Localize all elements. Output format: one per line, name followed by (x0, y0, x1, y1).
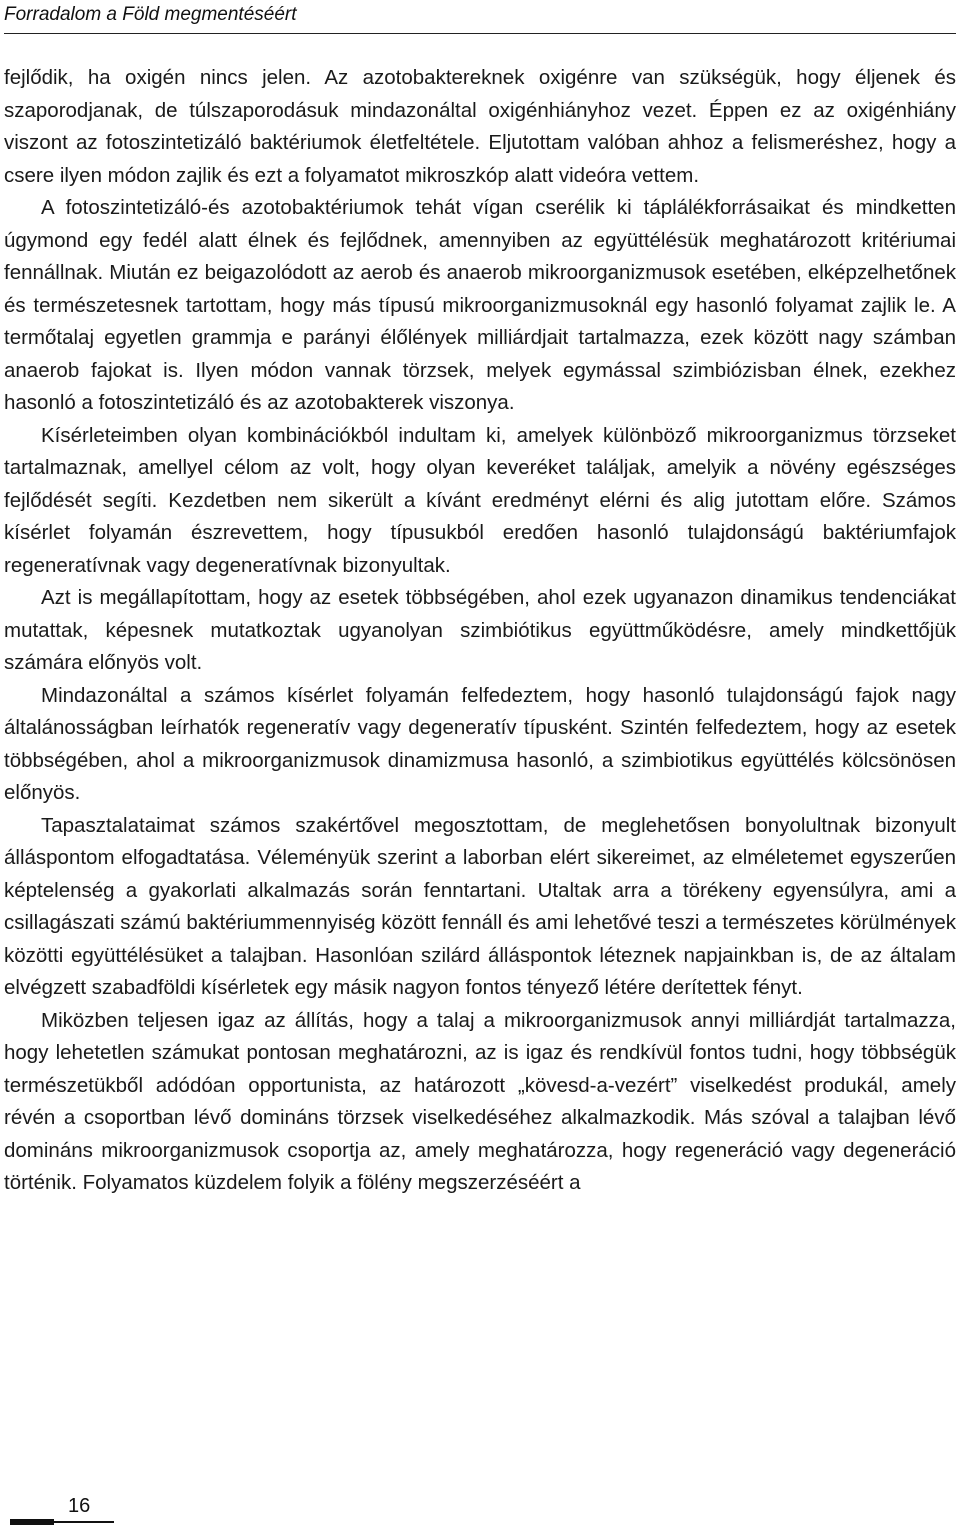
footer-bar (10, 1519, 54, 1525)
paragraph-6: Tapasztalataimat számos szakértővel megosztottam, de meglehetősen bonyolultnak bizonyult álláspontom elfogadtatása. Véleményük szerint a laborban elért sikereimet, az elméletemet egyszerűen képtelenség a gyakorlati alkalmazás során fenntartani. Utaltak arra a törékeny egyensúlyra, ami a csillagászati számú baktériummennyiség között fennáll és ami lehetővé teszi a természetes körülmények közötti együttélésüket a talajban. Hasonlóan szilárd álláspontok léteznek napjainkban is, de az általam elvégzett szabadföldi kísérletek egy másik nagyon fontos tényező létére derítettek fényt. (4, 813, 956, 999)
page-number: 16 (68, 1495, 91, 1517)
running-header (4, 0, 956, 34)
paragraph-7: Miközben teljesen igaz az állítás, hogy a talaj a mikroorganizmusok annyi milliárdját tartalmazza, hogy lehetetlen számukat pontosan meghatározni, az is igaz és rendkívül fontos tudni, hogy többségük természetükből adódóan opportunista, az határozott „kövesd-a-vezért” viselkedést produkál, amely révén a csoportban lévő domináns törzsek viselkedéséhez alkalmazkodik. Más szóval a talajban lévő domináns mikroorganizmusok csoportja az, amely meghatározza, hogy regeneráció vagy degeneráció történik. Folyamatos küzdelem folyik a fölény megszerzéséért a (4, 1008, 956, 1194)
footer-rule (54, 1521, 114, 1523)
paragraph-2: A fotoszintetizáló-és azotobaktériumok tehát vígan cserélik ki táplálékforrásaikat és mindketten úgymond egy fedél alatt élnek és fejlődnek, amennyiben az együttélésük meghatározott kritériumai fennállnak. Miután ez beigazolódott az aerob és anaerob mikroorganizmusok esetében, elképzelhetőnek és természetesnek tartottam, hogy más típusú mikroorganizmusoknál egy hasonló folyamat zajlik le. A termőtalaj egyetlen grammja e parányi élőlények milliárdjait tartalmazza, ezek között nagy számban anaerob fajokat is. Ilyen módon vannak törzsek, melyek egymással szimbiózisban élnek, ezekhez hasonló a fotoszintetizáló és az azotobakterek viszonya. (4, 196, 956, 414)
page-footer (10, 1496, 114, 1526)
paragraph-4: Azt is megállapítottam, hogy az esetek többségében, ahol ezek ugyanazon dinamikus tendenciákat mutattak, képesnek mutatkoztak ugyanolyan szimbiótikus együttműködésre, amely mindkettőjük számára előnyös volt. (4, 586, 956, 674)
paragraph-5: Mindazonáltal a számos kísérlet folyamán felfedeztem, hogy hasonló tulajdonságú fajok nagy általánosságban leírhatók regeneratív vagy degeneratív típusként. Szintén felfedeztem, hogy az esetek többségében, ahol a mikroorganizmusok dinamizmusa hasonló, a szimbiotikus együttélés kölcsönösen előnyös. (4, 683, 956, 804)
paragraph-1: fejlődik, ha oxigén nincs jelen. Az azotobaktereknek oxigénre van szükségük, hogy éljenek és szaporodjanak, de túlszaporodásuk mindazonáltal oxigénhiányhoz vezet. Éppen ez az oxigénhiány viszont az fotoszintetizáló baktériumok életfeltétele. Eljutottam valóban ahhoz a felismeréshez, hogy a csere ilyen módon zajlik és ezt a folyamatot mikroszkóp alatt videóra vettem. (4, 66, 956, 187)
body-text (4, 62, 956, 1200)
header-title: Forradalom a Föld megmentéséért (4, 4, 297, 25)
paragraph-3: Kísérleteimben olyan kombinációkból indultam ki, amelyek különböző mikroorganizmus törzseket tartalmaznak, amellyel célom az volt, hogy olyan keveréket találjak, amelyik a növény egészséges fejlődését segíti. Kezdetben nem sikerült a kívánt eredményt elérni és alig jutottam előre. Számos kísérlet folyamán észrevettem, hogy típusukból eredően hasonló tulajdonságú baktériumfajok regeneratívnak vagy degeneratívnak bizonyultak. (4, 423, 956, 577)
